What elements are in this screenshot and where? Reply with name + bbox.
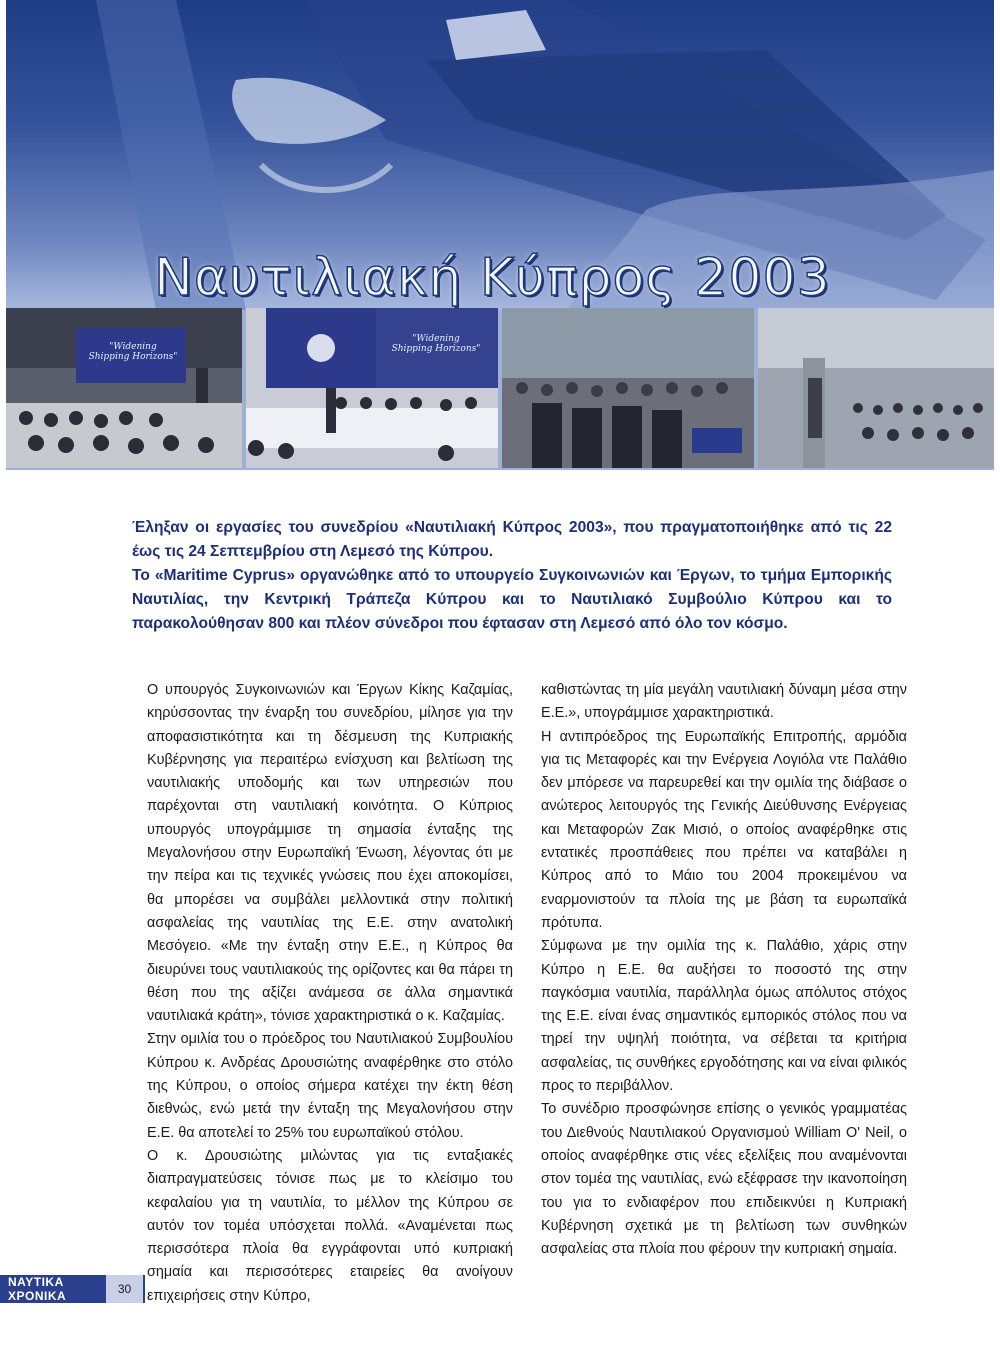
- page-number: 30: [106, 1275, 143, 1303]
- body-paragraph: Ο κ. Δρουσιώτης μιλώντας για τις ενταξιακές διαπραγματεύσεις τόνισε πως με το κλείσιμο του κεφαλαίου για τη ναυτιλία, το μέλλον της Κύπρου σε αυτόν τον τομέα υπόσχεται πολλά. «Αναμένεται πως περισσότερα πλοία θα εγγράφονται υπό κυπριακή σημαία και περισσότερες εταιρείες θα ανοίγουν επιχειρήσεις στην Κύπρο,: [147, 1147, 513, 1304]
- conference-photo-3: [502, 308, 754, 468]
- magazine-name: ΝΑΥΤΙΚΑ ΧΡΟΝΙΚΑ: [8, 1275, 67, 1303]
- page-title: Ναυτιλιακή Κύπρος 2003: [154, 248, 831, 308]
- lead-paragraph-2: Το «Maritime Cyprus» οργανώθηκε από το υπουργείο Συγκοινωνιών και Έργων, το τμήμα Εμπορικής Ναυτιλίας, την Κεντρική Τράπεζα Κύπρου και το Ναυτιλιακό Συμβούλιο Κύπρου και το παρακολούθησαν 800 και πλέον σύνεδροι που έφτασαν στη Λεμεσό από όλο τον κόσμο.: [132, 567, 892, 632]
- body-paragraph: καθιστώντας τη μία μεγάλη ναυτιλιακή δύναμη μέσα στην Ε.Ε.», υπογράμμισε χαρακτηριστικά.: [541, 682, 907, 722]
- conference-photo-4: [758, 308, 994, 468]
- banner-text-1: "Widening Shipping Horizons": [88, 342, 178, 362]
- body-paragraph: Ο υπουργός Συγκοινωνιών και Έργων Κίκης Καζαμίας, κηρύσσοντας την έναρξη του συνεδρίου, μίλησε για την αποφασιστικότητα και τη δέσμευση της Κυπριακής Κυβέρνησης για περαιτέρω ενίσχυση και βελτίωση της ναυτιλιακής υποδομής και των υπηρεσιών που παρέχονται στη ναυτιλιακή κοινότητα. Ο Κύπριος υπουργός υπογράμμισε τη σημασία ένταξης της Μεγαλονήσου στην Ευρωπαϊκή Ένωση, λέγοντας ότι με την πείρα και τις τεχνικές γνώσεις που έχει αποκομίσει, θα μπορέσει να συμβάλει μελλοντικά στην πολιτική ασφαλείας της ναυτιλίας της Ε.Ε. στην ανατολική Μεσόγειο. «Με την ένταξη στην Ε.Ε., η Κύπρος θα διευρύνει τους ναυτιλιακούς της ορίζοντες και θα πάρει τη θέση που της αξίζει ανάμεσα σε άλλα σημαντικά ναυτιλιακά κράτη», τόνισε χαρακτηριστικά ο κ. Καζαμίας.: [147, 682, 513, 1025]
- conference-photo-strip: [6, 308, 994, 468]
- conference-photo-1: [6, 308, 242, 468]
- lead-paragraph-1: Έληξαν οι εργασίες του συνεδρίου «Ναυτιλιακή Κύπρος 2003», που πραγματοποιήθηκε από τις 22 έως τις 24 Σεπτεμβρίου στη Λεμεσό της Κύπρου.: [132, 519, 892, 560]
- page-footer: [0, 1275, 145, 1303]
- body-paragraph: Το συνέδριο προσφώνησε επίσης ο γενικός γραμματέας του Διεθνούς Ναυτιλιακού Οργανισμού William O' Neil, ο οποίος αναφέρθηκε στις νέες εξελίξεις που αναμένονται στον τομέα της ναυτιλίας, ενώ εξέφρασε την ικανοποίηση του για το ενδιαφέρον που επιδεικνύει η Κυπριακή Κυβέρνηση σχετικά με τη βελτίωση των συνθηκών ασφαλείας στα πλοία που φέρουν την κυπριακή σημαία.: [541, 1101, 907, 1258]
- lead-paragraph: [132, 516, 892, 636]
- article-column-left: [147, 679, 513, 1308]
- body-paragraph: Στην ομιλία του ο πρόεδρος του Ναυτιλιακού Συμβουλίου Κύπρου κ. Ανδρέας Δρουσιώτης αναφέρθηκε στο στόλο της Κύπρου, ο οποίος σήμερα κατέχει την έκτη θέση διεθνώς, ενώ μετά την ένταξη της Μεγαλονήσου στην Ε.Ε. θα αποτελεί το 25% του ευρωπαϊκού στόλου.: [147, 1031, 513, 1141]
- olive-branch: [261, 165, 391, 190]
- banner-text-2: "Widening Shipping Horizons": [391, 334, 481, 354]
- hero-banner: [6, 0, 994, 470]
- body-paragraph: Η αντιπρόεδρος της Ευρωπαϊκής Επιτροπής, αρμόδια για τις Μεταφορές και την Ενέργεια Λογιόλα ντε Παλάθιο δεν μπόρεσε να παρευρεθεί και την ομιλία της διάβασε ο ανώτερος λειτουργός της Γενικής Διεύθυνσης Ενέργειας και Μεταφορών Ζακ Μισιό, ο οποίος αναφέρθηκε στις εντατικές προσπάθειες που πρέπει να καταβάλει η Κύπρος από το Μάιο του 2004 προκειμένου να εναρμονιστούν τα πλοία της με βάση τα ευρωπαϊκά πρότυπα.: [541, 728, 907, 931]
- body-paragraph: Σύμφωνα με την ομιλία της κ. Παλάθιο, χάρις στην Κύπρο η Ε.Ε. θα αυξήσει το ποσοστό της στην παγκόσμια ναυτιλία, παράλληλα όμως απόλυτος στόχος της Ε.Ε. είναι ένας σημαντικός εμπορικός στόλος που να τηρεί την υψηλή ποιότητα, να σέβεται τα κριτήρια ασφαλείας, τις συνθήκες εργοδότησης και να είναι φιλικός προς το περιβάλλον.: [541, 938, 907, 1095]
- article-column-right: [541, 679, 907, 1261]
- conference-photo-2: [246, 308, 498, 468]
